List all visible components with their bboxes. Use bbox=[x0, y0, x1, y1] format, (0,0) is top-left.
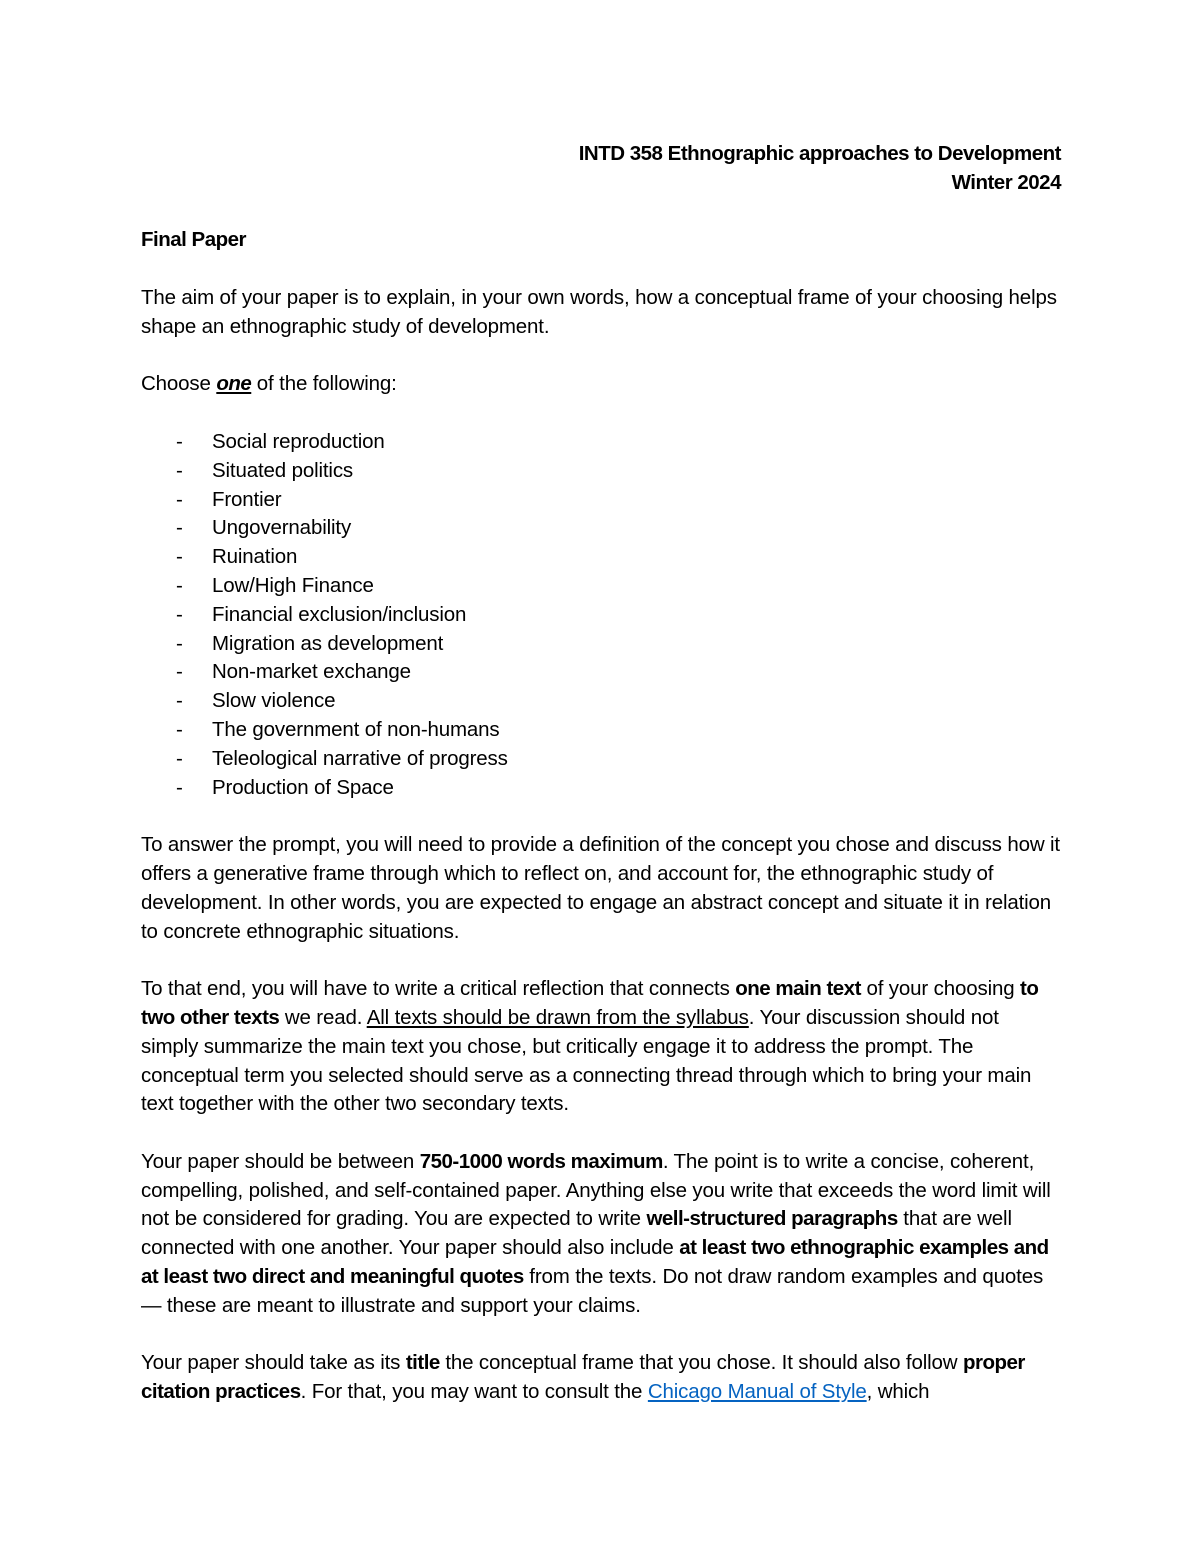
choose-instruction bbox=[141, 370, 1061, 399]
topic-label: Financial exclusion/inclusion bbox=[212, 602, 467, 626]
reflection-bold: to two other texts bbox=[141, 977, 1039, 1029]
prompt-paragraph: To answer the prompt, you will need to provide a definition of the concept you chose and discuss how it offers a generative frame through which to reflect on, and account for, the ethnographic study of development. In other words, you are expected to engage an abstract concept and situate it in relation to concrete ethnographic situations. bbox=[141, 833, 1060, 943]
list-dash: - bbox=[176, 602, 183, 626]
chicago-manual-link[interactable]: Chicago Manual of Style bbox=[647, 1380, 867, 1404]
title-text: Your paper should take as its bbox=[141, 1351, 406, 1375]
syllabus-note: All texts should be drawn from the syllabus bbox=[366, 1005, 749, 1029]
list-dash: - bbox=[176, 717, 183, 741]
topic-item bbox=[141, 687, 1061, 716]
reflection-bold: one main text bbox=[735, 977, 861, 1001]
length-bold: at least two ethnographic examples and at least two direct and meaningful quotes bbox=[141, 1236, 1049, 1289]
topic-item bbox=[141, 774, 1061, 803]
length-text: that are well connected with one another. Your paper should also include bbox=[141, 1207, 1012, 1260]
list-dash: - bbox=[176, 429, 183, 453]
list-dash: - bbox=[176, 487, 183, 511]
title-text: the conceptual frame that you chose. It should also follow bbox=[439, 1351, 963, 1375]
list-dash: - bbox=[176, 775, 183, 799]
reflection-text: . Your discussion should not simply summarize the main text you chose, but critically engage it to address the prompt. The conceptual term you selected should serve as a connecting thread through which to bring your main text together with the other two secondary texts. bbox=[141, 1005, 1032, 1116]
topic-item bbox=[141, 457, 1061, 486]
topic-label: Ruination bbox=[212, 545, 298, 569]
length-bold: well-structured paragraphs bbox=[646, 1207, 898, 1231]
topic-label: Low/High Finance bbox=[212, 573, 374, 597]
reflection-text: of your choosing bbox=[860, 977, 1021, 1001]
length-bold: 750-1000 words maximum bbox=[419, 1149, 663, 1173]
topic-label: Social reproduction bbox=[212, 429, 385, 453]
list-dash: - bbox=[176, 458, 183, 482]
topic-label: The government of non-humans bbox=[212, 717, 500, 741]
list-dash: - bbox=[176, 660, 183, 684]
document-body bbox=[141, 140, 1061, 1407]
reflection-text: To that end, you will have to write a critical reflection that connects bbox=[141, 977, 736, 1001]
course-title: INTD 358 Ethnographic approaches to Development bbox=[578, 142, 1061, 165]
title-text: , which bbox=[866, 1380, 930, 1404]
list-dash: - bbox=[176, 573, 183, 597]
choose-text-after: of the following: bbox=[251, 372, 397, 396]
list-dash: - bbox=[176, 746, 183, 770]
topic-item bbox=[141, 514, 1061, 543]
topic-label: Frontier bbox=[212, 487, 282, 511]
aim-paragraph: The aim of your paper is to explain, in your own words, how a conceptual frame of your choosing helps shape an ethnographic study of development. bbox=[141, 285, 1057, 338]
topic-item bbox=[141, 601, 1061, 630]
term-label: Winter 2024 bbox=[951, 170, 1061, 194]
length-text: . The point is to write a concise, coherent, compelling, polished, and self-contained paper. Anything else you write that exceeds the word limit will not be considered for grading. You are expected to write bbox=[141, 1149, 1051, 1231]
length-paragraph bbox=[141, 1148, 1061, 1321]
title-bold: title bbox=[405, 1351, 440, 1375]
topic-item bbox=[141, 486, 1061, 515]
section-title: Final Paper bbox=[141, 228, 247, 252]
topic-item bbox=[141, 428, 1061, 457]
choose-emphasis: one bbox=[216, 372, 252, 396]
topic-label: Ungovernability bbox=[212, 516, 352, 540]
length-text: Your paper should be between bbox=[141, 1149, 420, 1173]
topic-label: Teleological narrative of progress bbox=[212, 746, 508, 770]
list-dash: - bbox=[176, 631, 183, 655]
choose-text-before: Choose bbox=[141, 372, 217, 396]
reflection-paragraph bbox=[141, 975, 1061, 1119]
topic-item bbox=[141, 658, 1061, 687]
topic-list bbox=[141, 428, 1061, 802]
topic-item bbox=[141, 572, 1061, 601]
topic-label: Slow violence bbox=[212, 689, 336, 713]
title-paragraph bbox=[141, 1349, 1061, 1407]
title-bold: proper citation practices bbox=[141, 1351, 1025, 1404]
topic-label: Migration as development bbox=[212, 631, 444, 655]
list-dash: - bbox=[176, 689, 183, 713]
list-dash: - bbox=[176, 516, 183, 540]
list-dash: - bbox=[176, 545, 183, 569]
reflection-text: we read. bbox=[279, 1005, 367, 1029]
topic-item bbox=[141, 543, 1061, 572]
topic-label: Non-market exchange bbox=[212, 660, 411, 684]
topic-label: Situated politics bbox=[212, 458, 354, 482]
topic-item bbox=[141, 745, 1061, 774]
document-header bbox=[141, 140, 1061, 198]
title-text: . For that, you may want to consult the bbox=[300, 1380, 648, 1404]
topic-item bbox=[141, 630, 1061, 659]
topic-item bbox=[141, 716, 1061, 745]
length-text: from the texts. Do not draw random examples and quotes — these are meant to illustrate and support your claims. bbox=[141, 1265, 1044, 1317]
topic-label: Production of Space bbox=[212, 775, 394, 799]
